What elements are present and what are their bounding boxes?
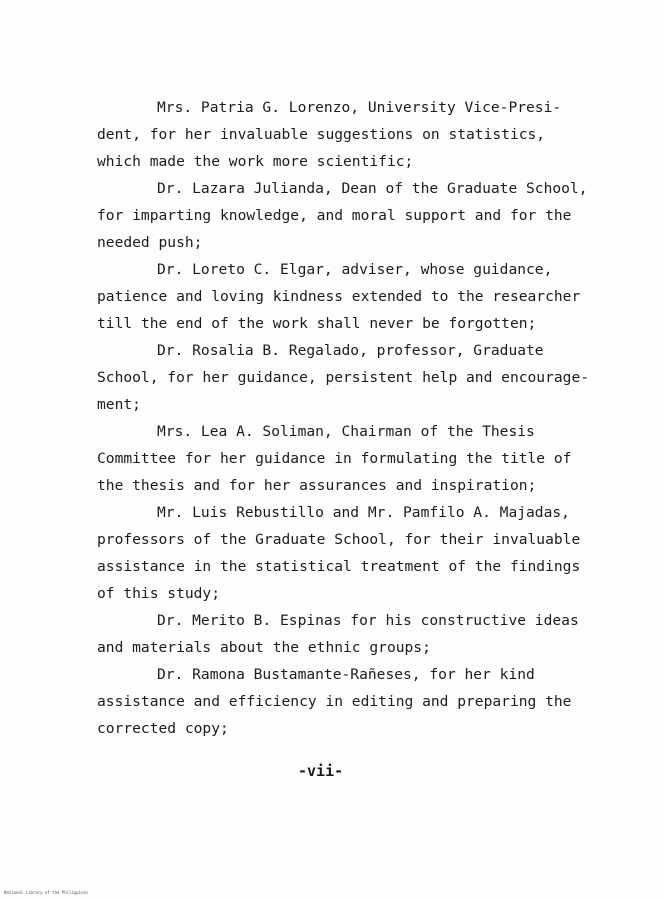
text-line: Mrs. Lea A. Soliman, Chairman of the Thesis bbox=[157, 423, 535, 440]
text-line: Committee for her guidance in formulating the title of bbox=[97, 450, 572, 467]
text-line: Dr. Lazara Julianda, Dean of the Graduate School, bbox=[157, 180, 588, 197]
text-line: Mr. Luis Rebustillo and Mr. Pamfilo A. Majadas, bbox=[157, 504, 570, 521]
text-line: patience and loving kindness extended to the researcher bbox=[97, 288, 581, 305]
page-number: -vii- bbox=[298, 762, 344, 780]
text-line: for imparting knowledge, and moral support and for the bbox=[97, 207, 572, 224]
text-line: School, for her guidance, persistent help and encourage- bbox=[97, 369, 590, 386]
text-line: corrected copy; bbox=[97, 720, 229, 737]
text-line: Dr. Merito B. Espinas for his constructive ideas bbox=[157, 612, 579, 629]
text-line: dent, for her invaluable suggestions on statistics, bbox=[97, 126, 546, 143]
text-line: and materials about the ethnic groups; bbox=[97, 639, 431, 656]
text-line: Dr. Rosalia B. Regalado, professor, Graduate bbox=[157, 342, 544, 359]
text-line: which made the work more scientific; bbox=[97, 153, 414, 170]
text-line: ment; bbox=[97, 396, 141, 413]
text-line: Dr. Ramona Bustamante-Rañeses, for her kind bbox=[157, 666, 535, 683]
text-line: the thesis and for her assurances and inspiration; bbox=[97, 477, 537, 494]
text-line: Dr. Loreto C. Elgar, adviser, whose guidance, bbox=[157, 261, 553, 278]
text-line: till the end of the work shall never be forgotten; bbox=[97, 315, 537, 332]
text-line: professors of the Graduate School, for their invaluable bbox=[97, 531, 581, 548]
text-line: of this study; bbox=[97, 585, 221, 602]
text-line: Mrs. Patria G. Lorenzo, University Vice-Presi- bbox=[157, 99, 562, 116]
text-line: needed push; bbox=[97, 234, 203, 251]
text-line: assistance and efficiency in editing and preparing the bbox=[97, 693, 572, 710]
text-line: assistance in the statistical treatment of the findings bbox=[97, 558, 581, 575]
footer-watermark: National Library of the Philippines bbox=[4, 890, 89, 895]
